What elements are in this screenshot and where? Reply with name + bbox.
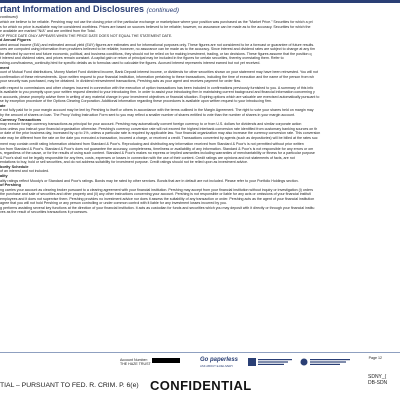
title-text: rtant Information and Disclosures [0,4,145,14]
body-line: se by exception procedure of the Options Clearing Corporation. Additional information regarding these procedures is available upon written request to your introducing firm. [0,99,272,104]
body-line: ated annual income (EAI) and estimated annual yield (EAY) figures are estimates and for informational purposes only. These figures are not considered to be a forecast or guarantee of future results. [0,42,315,47]
body-line: s for which no price is available may be considered worthless. Prices are based on sources believed to be reliable; however, no assurance can be made as to the accuracy. Securities for which the [0,24,311,29]
page-title [0,4,400,14]
body-line: your security was purchased, may be obtained. In dividend reinvestment transactions, Pershing acts as your agent and receives payment for order flow. [0,79,241,84]
body-line: e available are marked "N/A" and are omitted from the Total. [0,29,96,34]
section-heading: ate [0,104,6,109]
body-line: ions unless you instruct your financial organization otherwise. Pershing's currency conversion rate will not exceed the highest interbank conversion rate identified from customary banking sources on th [0,126,318,131]
confidential-stamp: CONFIDENTIAL [150,378,252,393]
confidential-legend: TIAL – PURSUANT TO FED. R. CRIM. P. 6(e) [0,382,139,389]
body-line: the purchase and sale of securities and other property and (ii) any other instructions concerning your account. Pershing is not responsible or liable for any acts or omissions of your financial instituti [0,192,312,197]
body-line: confirmation of these reinvestments. Upon written request to your financial institution, information pertaining to these transactions, including the time of execution and the name of the person from wh [0,74,315,79]
redaction-bar [152,358,180,363]
body-line: ves as the result of securities transactions it processes. [0,210,88,215]
disclosures-body [0,20,398,215]
body-line: which we believe to be reliable. Pershing may not use the closing price of the particular exchange or marketplace where your position was purchased as the "Market Price." Securities for which a pri [0,20,313,24]
body-line: ures are computed using information from providers believed to be reliable; however, no assurance can be made as to the accuracy. Since interest and dividend rates are subject to change at any tim [0,47,315,52]
body-line: by the amount of shares on loan. The Proxy Voting Instruction Form sent to you may reflect a smaller number of shares entitled to vote than the number of shares in your margin account. [0,112,295,117]
body-line: n accounts, please promptly advise them in writing of any material change in your investment objectives or financial situation. Expiring options which are valuable are exercised automatically pursuant to [0,94,320,99]
body-line: rshing.com/business_continuity.html for specific details as to formulas used to calculate the figures. Accrued interest represents interest earned but not yet received. [0,60,261,65]
header-rule [0,0,400,3]
section-heading: of Pershing [0,183,21,188]
bates-line-1: SDNY_( [368,374,387,380]
body-line: e not fully paid for in your margin account may be lent by Pershing to itself or others in accordance with the terms outlined in the Margin Agreement. The right to vote your shares held on margin may [0,108,314,113]
bny-mellon-logo-icon [300,357,352,367]
body-line: be affected by current and future economic, political, and business conditions, they should not be relied on for making investment, trading, or tax decisions. These figures assume that the position q [0,51,312,56]
footer-rule [0,352,400,353]
body-line: OF PRICE DATE ONLY APPEARS WHEN THE PRICE DATE DOES NOT EQUAL THE STATEMENT DATE. [0,33,173,38]
body-line: of an interest and not included. [0,169,50,174]
section-continued-label: continued) [0,15,18,19]
account-block [120,358,151,367]
go-paperless-sub: ASK ABOUT E-DELIVERY [200,364,234,368]
body-line: rate may be different from the rate on the date you executed a transaction, incurred a charge, or received a credit. Transactions converted by agents (such as depositories) will be billed at the rates suc [0,135,318,140]
account-number-label: Account Number: [120,358,148,362]
section-heading: bority Schedule [0,165,29,170]
sipc-logo-icon [248,357,294,367]
body-line: & Poor's shall not be legally responsible for any fees, costs, expenses or losses in connection with the use of their content. Credit ratings are opinions and not statements of facts, are not [0,155,295,160]
body-line: ion from Standard & Poor's. Standard & Poor's does not guarantee the accuracy, completeness, timeliness or availability of any information. Standard & Poor's is not responsible for any errors or om [0,146,314,151]
bates-line-2: DB-SDN [368,380,388,386]
body-line: t interest and dividend rates, and prices remain constant. A capital gain or return of principal may be included in the figures for certain securities, thereby overstating them. Refer to [0,56,284,61]
body-line: ment may contain credit rating information obtained from Standard & Poor's. Reproducing and distributing any information received from Standard & Poor's is not permitted without prior written [0,142,304,147]
body-line: ng carries your account as clearing broker pursuant to a clearing agreement with your financial institution. Pershing may accept from your financial institution without inquiry or investigation (i) orders [0,187,314,192]
section-heading: Currency Transactions [0,117,42,122]
body-line: with respect to commissions and other charges incurred in connection with the execution of option transactions has been included in confirmations previously furnished to you. A summary of this info [0,85,314,90]
body-line: employees and it does not supervise them. Pershing provides no investment advice nor does it assess the suitability of any transaction or order. Pershing acts as the agent of your financial institution [0,196,315,201]
body-line: may execute foreign currency transactions as principal for your account. Pershing may automatically convert foreign currency to or from U.S. dollars for dividends and similar corporate action [0,121,302,126]
body-line: is available to you promptly upon your written request directed to your introducing firm. In order to assist your introducing firm in maintaining current background and financial information concerning y [0,90,315,95]
page-footer [0,352,400,400]
bates-stamp [368,374,387,386]
body-line: or date of the prior business day, increased by up to 1%, unless a particular rate is required by applicable law. Your financial organization may also increase the currency conversion rate. This conversion [0,131,321,136]
section-heading: d Annual Figures [0,38,31,43]
body-line: agree that you will not hold Pershing or any person controlling or under common control with it liable for any investment losses incurred by you. [0,201,227,206]
body-line: ality ratings reflect Moody's or Standard and Poor's ratings. Bonds may be rated by other services. Bonds that are in default are not included. Please refer to your Portfolio Holdings section. [0,178,299,183]
body-line: s, regardless of the cause, or for the results of using such content. Standard & Poor's makes no express or implied warranties including warranties of merchantability or fitness for a particular purpose [0,151,315,156]
title-continued: (continued) [146,7,180,14]
body-line: g performs assisting several key functions at the direction of your financial institution. It acts as custodian for funds and securities which you may deposit with it directly or through your financial institu [0,205,315,210]
body-line: ount of Mutual Fund distributions, Money Market Fund dividend income, Bank Deposit interest income, or dividends for other securities shown on your statement may have been reinvested. You will not [0,69,319,74]
account-name: THE HAZE TRUST [120,362,151,367]
body-line: endations to buy, hold or sell securities, and do not address suitability for investment purpose. Credit ratings should not be relied upon as investment advice. [0,160,249,165]
section-heading: ment [0,65,10,70]
go-paperless-label: Go paperless [200,357,239,363]
section-heading: ality [0,174,8,179]
page-number: Page 12 [368,356,382,360]
